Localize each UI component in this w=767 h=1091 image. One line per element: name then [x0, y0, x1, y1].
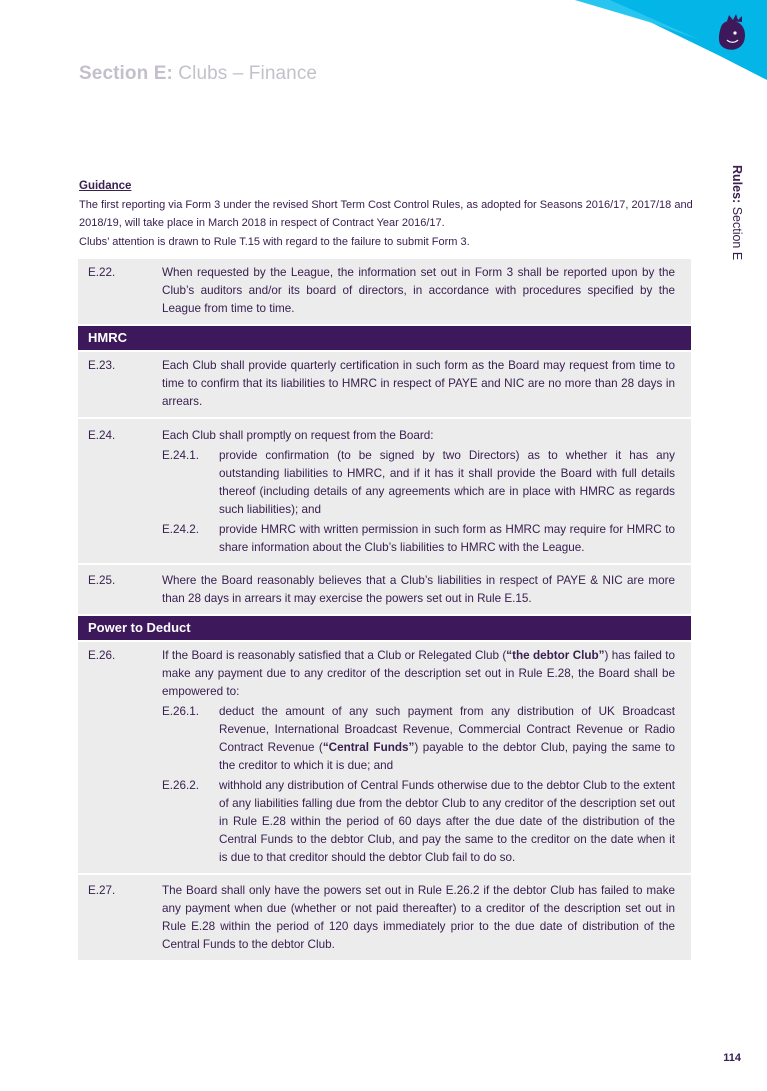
rules-list: [78, 259, 691, 962]
section-title-rest: Clubs – Finance: [178, 63, 318, 84]
side-tab: [722, 165, 752, 275]
subrule-text: withhold any distribution of Central Funds otherwise due to the debtor Club to the extent of any liabilities falling due from the debtor Club to any creditor of the description set out in Rule E.28 within the period of 60 days after the due date of the distribution of the Central Funds to the debtor Club, and pay the same to the creditor on the date when it is due to that creditor should the debtor Club fail to do so.: [219, 779, 675, 864]
rule-number: E.23.: [88, 359, 116, 372]
rule-e25: [78, 565, 691, 614]
heading-power-to-deduct: Power to Deduct: [78, 616, 691, 640]
defined-term: “Central Funds”: [322, 741, 415, 754]
guidance-paragraph-2: Clubs’ attention is drawn to Rule T.15 with regard to the failure to submit Form 3.: [79, 236, 470, 248]
subrule-e24-1: [162, 447, 675, 519]
side-tab-bold: Rules:: [730, 165, 744, 204]
subrule-number: E.26.1.: [162, 705, 200, 718]
subrule-number: E.24.2.: [162, 523, 200, 536]
subrule-text-part: ) payable to the debtor Club, paying the same to the creditor to which it is due; and: [219, 741, 675, 772]
rule-number: E.25.: [88, 574, 116, 587]
rule-text-part: If the Board is reasonably satisfied that a Club or Relegated Club (: [162, 649, 507, 662]
guidance-box: [79, 177, 693, 252]
rule-content: [162, 647, 675, 867]
side-tab-rest: Section E: [730, 206, 744, 261]
defined-term: “the debtor Club”: [506, 649, 605, 662]
rule-number: E.26.: [88, 649, 116, 662]
rule-content: [162, 427, 675, 557]
subrule-e26-1: [162, 703, 675, 775]
rule-text: The Board shall only have the powers set out in Rule E.26.2 if the debtor Club has failed to make any payment when due (whether or not paid thereafter) to a creditor of the description set out in Rule E.28 within the period of 120 days immediately prior to the due date of distribution of the Central Funds to the debtor Club.: [162, 884, 675, 951]
section-title: [79, 63, 317, 85]
rule-number: E.22.: [88, 266, 116, 279]
guidance-heading: Guidance: [79, 180, 132, 192]
rule-text: Each Club shall provide quarterly certification in such form as the Board may request from time to time to confirm that its liabilities to HMRC in respect of PAYE and NIC are no more than 28 days in arrears.: [162, 359, 675, 408]
rule-text: Each Club shall promptly on request from the Board:: [162, 429, 434, 442]
subrule-e26-2: [162, 777, 675, 867]
heading-hmrc: HMRC: [78, 326, 691, 350]
page-number: 114: [723, 1052, 741, 1064]
rule-text: Where the Board reasonably believes that a Club’s liabilities in respect of PAYE & NIC are more than 28 days in arrears it may exercise the powers set out in Rule E.15.: [162, 574, 675, 605]
rule-e24: [78, 419, 691, 563]
subrule-text: [219, 703, 675, 775]
subrule-number: E.26.2.: [162, 779, 200, 792]
rule-e26: [78, 642, 691, 873]
rule-e22: [78, 259, 691, 324]
rule-number: E.24.: [88, 429, 116, 442]
rule-number: E.27.: [88, 884, 116, 897]
subrule-text: provide confirmation (to be signed by two Directors) as to whether it has any outstanding liabilities to HMRC, and if it has it shall provide the Board with full details thereof (including details of any agreements which are in place with HMRC as regards such liabilities); and: [219, 449, 675, 516]
rule-text-part: ) has failed to make any payment due to any creditor of the description set out in Rule E.28, the Board shall be empowered to:: [162, 649, 675, 698]
side-tab-label: [730, 165, 744, 260]
subrule-text-part: deduct the amount of any such payment from any distribution of UK Broadcast Revenue, International Broadcast Revenue, Commercial Contract Revenue or Radio Contract Revenue (: [219, 705, 675, 754]
section-title-bold: Section E:: [79, 63, 173, 84]
rule-text: [162, 647, 675, 701]
subrule-number: E.24.1.: [162, 449, 200, 462]
rule-text: When requested by the League, the information set out in Form 3 shall be reported upon by the Club’s auditors and/or its board of directors, in accordance with procedures specified by the League from time to time.: [162, 266, 675, 315]
rule-e23: [78, 352, 691, 417]
subrule-text: provide HMRC with written permission in such form as HMRC may require for HMRC to share information about the Club’s liabilities to HMRC with the League.: [219, 523, 675, 554]
rule-e27: [78, 875, 691, 960]
subrule-e24-2: [162, 521, 675, 557]
guidance-paragraph-1: The first reporting via Form 3 under the revised Short Term Cost Control Rules, as adopted for Seasons 2016/17, 2017/18 and 2018/19, will take place in March 2018 in respect of Contract Year 2016/17.: [79, 199, 693, 229]
